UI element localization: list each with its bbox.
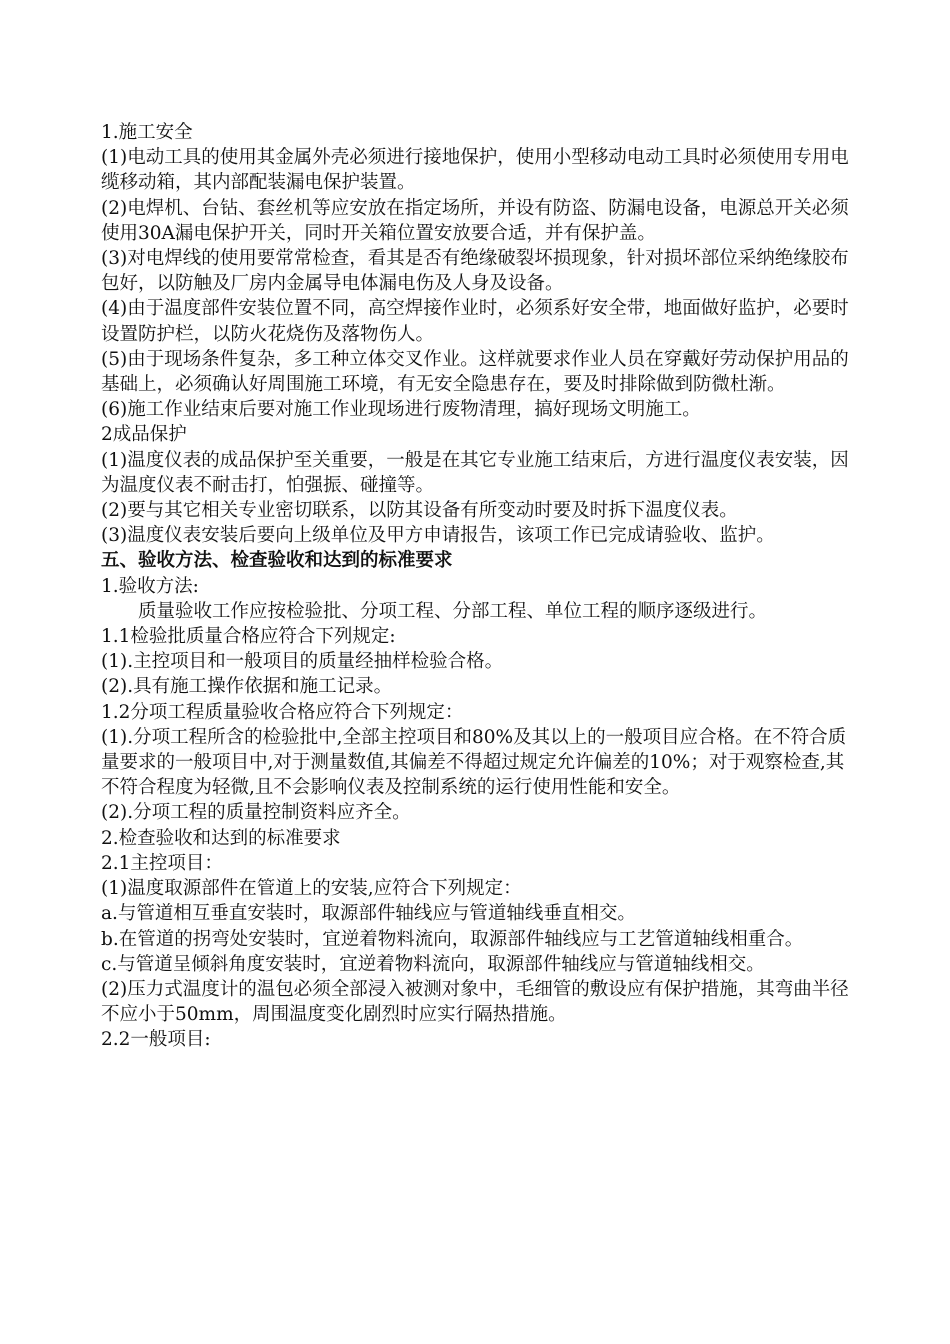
paragraph-main-control-item-1: (1)温度取源部件在管道上的安装,应符合下列规定： [101, 878, 522, 900]
paragraph-safety-item-6: (6)施工作业结束后要对施工作业现场进行废物清理，搞好现场文明施工。 [101, 399, 701, 421]
paragraph-protection-item-2: (2)要与其它相关专业密切联系，以防其设备有所变动时要及时拆下温度仪表。 [101, 500, 738, 522]
paragraph-protection-item-1: (1)温度仪表的成品保护至关重要，一般是在其它专业施工结束后，方进行温度仪表安装，因为温度仪表不耐击打，怕强振、碰撞等。 [101, 449, 849, 496]
subheading-standard-requirements: 2.检查验收和达到的标准要求 [101, 827, 341, 849]
subheading-subitem-project: 1.2分项工程质量验收合格应符合下列规定： [101, 701, 464, 723]
paragraph-safety-item-3: (3)对电焊线的使用要常常检查，看其是否有绝缘破裂坏损现象，针对损坏部位采纳绝缘胶布包好，以防触及厂房内金属导电体漏电伤及人身及设备。 [101, 248, 849, 295]
paragraph-subitem-item-1: (1).分项工程所含的检验批中,全部主控项目和80%及其以上的一般项目应合格。在不符合质量要求的一般项目中,对于测量数值,其偏差不得超过规定允许偏差的10%；对于观察检查,其不符合程度为轻微,且不会影响仪表及控制系统的运行使用性能和安全。 [101, 726, 847, 799]
document-page [101, 120, 861, 1053]
paragraph-inspection-lot-item-1: (1).主控项目和一般项目的质量经抽样检验合格。 [101, 651, 504, 673]
paragraph-inspection-lot-item-2: (2).具有施工操作依据和施工记录。 [101, 676, 393, 698]
paragraph-main-control-item-b: b.在管道的拐弯处安装时，宜逆着物料流向，取源部件轴线应与工艺管道轴线相重合。 [101, 928, 804, 950]
subheading-acceptance-method: 1.验收方法: [101, 575, 199, 597]
paragraph-safety-item-4: (4)由于温度部件安装位置不同，高空焊接作业时，必须系好安全带，地面做好监护，必要时设置防护栏，以防火花烧伤及落物伤人。 [101, 298, 849, 345]
paragraph-main-control-item-2: (2)压力式温度计的温包必须全部浸入被测对象中，毛细管的敷设应有保护措施，其弯曲半径不应小于50mm，周围温度变化剧烈时应实行隔热措施。 [101, 978, 849, 1026]
section-heading-construction-safety: 1.施工安全 [101, 122, 193, 143]
paragraph-safety-item-2: (2)电焊机、台钻、套丝机等应安放在指定场所，并设有防盗、防漏电设备，电源总开关必须使用30A漏电保护开关，同时开关箱位置安放要合适，并有保护盖。 [101, 197, 849, 244]
paragraph-protection-item-3: (3)温度仪表安装后要向上级单位及甲方申请报告，该项工作已完成请验收、监护。 [101, 525, 775, 547]
paragraph-acceptance-order: 质量验收工作应按检验批、分项工程、分部工程、单位工程的顺序逐级进行。 [138, 600, 768, 622]
subheading-general-items: 2.2一般项目: [101, 1029, 211, 1051]
subheading-main-control-items: 2.1主控项目： [101, 852, 223, 874]
section-heading-product-protection: 2成品保护 [101, 424, 187, 446]
subheading-inspection-lot: 1.1检验批质量合格应符合下列规定: [101, 626, 396, 648]
paragraph-safety-item-1: (1)电动工具的使用其金属外壳必须进行接地保护，使用小型移动电动工具时必须使用专用电缆移动箱，其内部配装漏电保护装置。 [101, 147, 849, 194]
chapter-heading-acceptance: 五、验收方法、检查验收和达到的标准要求 [101, 550, 453, 572]
paragraph-main-control-item-c: c.与管道呈倾斜角度安装时，宜逆着物料流向，取源部件轴线应与管道轴线相交。 [101, 953, 765, 975]
paragraph-safety-item-5: (5)由于现场条件复杂，多工种立体交叉作业。这样就要求作业人员在穿戴好劳动保护用品的基础上，必须确认好周围施工环境，有无安全隐患存在，要及时排除做到防微杜渐。 [101, 348, 849, 396]
paragraph-main-control-item-a: a.与管道相互垂直安装时，取源部件轴线应与管道轴线垂直相交。 [101, 903, 636, 925]
paragraph-subitem-item-2: (2).分项工程的质量控制资料应齐全。 [101, 802, 411, 824]
